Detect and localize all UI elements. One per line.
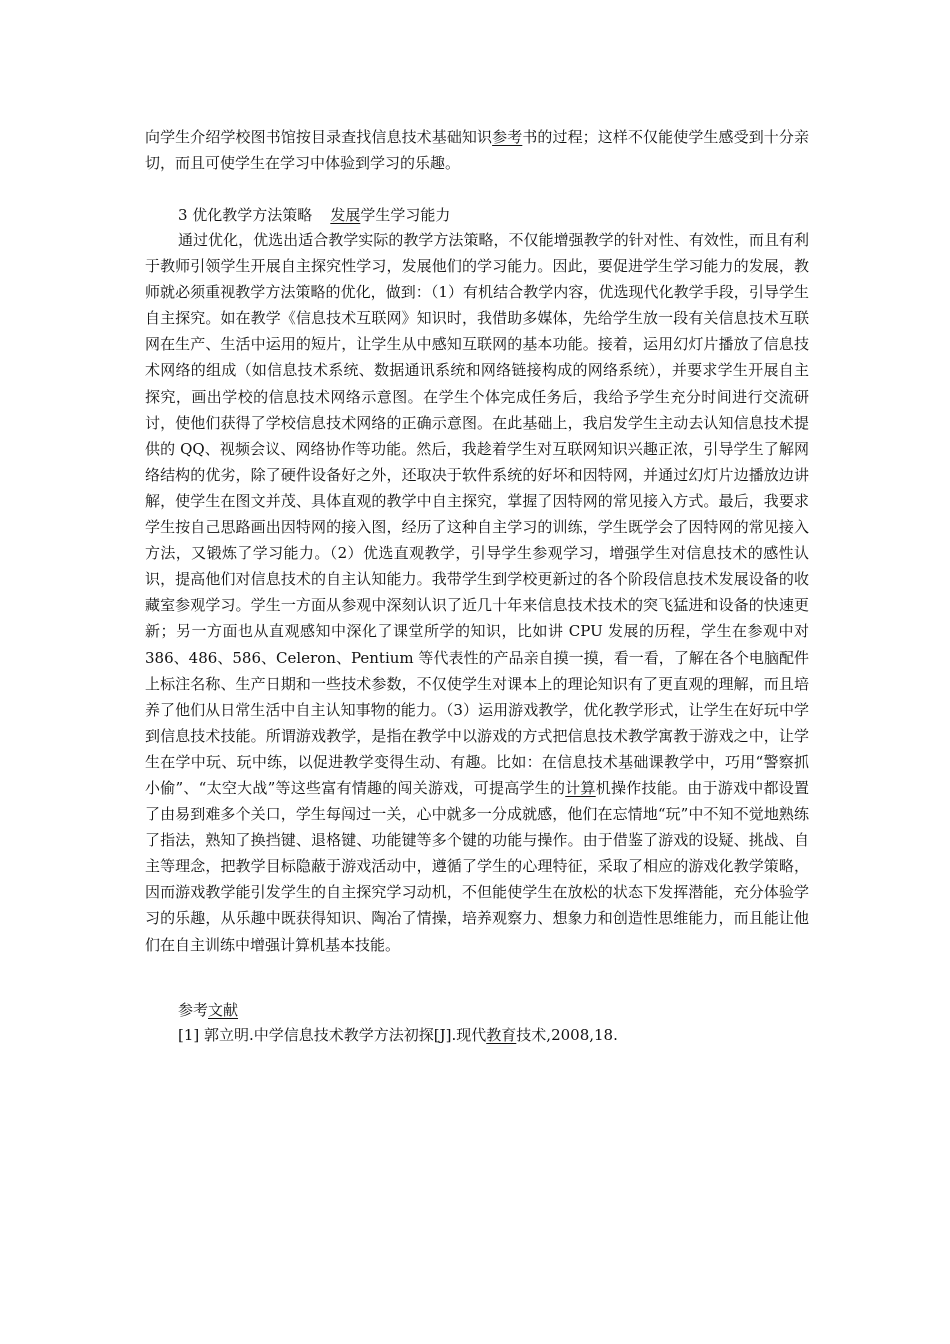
education-link[interactable]: 教育 <box>486 1026 517 1044</box>
reference-item <box>178 1022 618 1048</box>
section-heading <box>178 202 450 228</box>
literature-link[interactable]: 文献 <box>208 1001 239 1019</box>
body-text-start: 通过优化，优选出适合教学实际的教学方法策略，不仅能增强教学的针对性、有效性，而且有利于教师引领学生开展自主探究性学习，发展他们的学习能力。因此，要促进学生学习能力的发展，教师就必须重视教学方法策略的优化，做到：（1）有机结合教学内容，优选现代化教学手段，引导学生自主探究。如在教学《信息技术互联网》知识时，我借助多媒体，先给学生放一段有关信息技术互联网在生产、生活中运用的短片，让学生从中感知互联网的基本功能。接着，运用幻灯片播放了信息技术网络的组成（如信息技术系统、数据通讯系统和网络链接构成的网络系统），并要求学生开展自主探究，画出学校的信息技术网络示意图。在学生个体完成任务后，我给予学生充分时间进行交流研讨，使他们获得了学校信息技术网络的正确示意图。在此基础上，我启发学生主动去认知信息技术提供的 QQ、视频会议、网络协作等功能。然后，我趁着学生对互联网知识兴趣正浓，引导学生了解网络结构的优劣，除了硬件设备好之外，还取决于软件系统的好坏和因特网，并通过幻灯片边播放边讲解，使学生在图文并茂、具体直观的教学中自主探究，掌握了因特网的常见接入方式。最后，我要求学生按自己思路画出因特网的接入图，经历了这种自主学习的训练，学生既学会了因特网的常见接入方法，又锻炼了学习能力。（2）优选直观教学，引导学生参观学习，增强学生对信息技术的感性认识，提高他们对信息技术的自主认知能力。我带学生到学校更新过的各个阶段信息技术发展设备的收藏室参观学习。学生一方面从参观中深刻认识了近几十年来信息技术技术的突飞猛进和设备的快速更新；另一方面也从直观感知中深化了课堂所学的知识，比如讲 CPU 发展的历程，学生在参观中对 386、486、586、Celeron、Pentium 等代表性的产品亲自摸一摸，看一看，了解在各个电脑配件上标注名称、生产日期和一些技术参数，不仅使学生对课本上的理论知识有了更直观的理解，而且培养了他们从日常生活中自主认知事物的能力。（3）运用游戏教学，优化教学形式，让学生在好玩中学到信息技术技能。所谓游戏教学，是指在教学中以游戏的方式把信息技术教学寓教于游戏之中，让学生在学中玩、玩中练，以促进教学变得生动、有趣。比如：在信息技术基础课教学中，巧用“警察抓小偷”、“太空大战”等这些富有情趣的闯关游戏，可提高学生的 <box>145 231 809 797</box>
references-title-text: 参考 <box>178 1001 209 1019</box>
intro-text-start: 向学生介绍学校图书馆按目录查找信息技术基础知识 <box>145 128 493 146</box>
development-link[interactable]: 发展 <box>330 206 361 224</box>
heading-text-start: 3 优化教学方法策略 <box>178 206 313 224</box>
heading-text-end: 学生学习能力 <box>360 206 451 224</box>
computing-link[interactable]: 计算 <box>565 778 596 797</box>
body-text-end: 机操作技能。由于游戏中都设置了由易到难多个关口，学生每闯过一关，心中就多一分成就感，他们在忘情地“玩”中不知不觉地熟练了指法，熟知了换挡键、退格键、功能键等多个键的功能与操作。由于借鉴了游戏的设疑、挑战、自主等理念，把教学目标隐蔽于游戏活动中，遵循了学生的心理特征，采取了相应的游戏化教学策略，因而游戏教学能引发学生的自主探究学习动机，不但能使学生在放松的状态下发挥潜能，充分体验学习的乐趣，从乐趣中既获得知识、陶冶了情操，培养观察力、想象力和创造性思维能力，而且能让他们在自主训练中增强计算机基本技能。 <box>145 778 809 954</box>
reference-item-text-start: [1] 郭立明.中学信息技术教学方法初探[J].现代 <box>178 1026 487 1044</box>
references-title <box>178 997 238 1023</box>
intro-paragraph <box>145 124 809 176</box>
body-paragraph <box>145 227 809 958</box>
reference-item-text-end: 技术,2008,18. <box>516 1026 618 1044</box>
intro-text-end: 书的过程；这样不仅能使学生感受到十分亲切，而且可使学生在学习中体验到学习的乐趣。 <box>145 128 809 173</box>
reference-link[interactable]: 参考 <box>492 128 523 146</box>
